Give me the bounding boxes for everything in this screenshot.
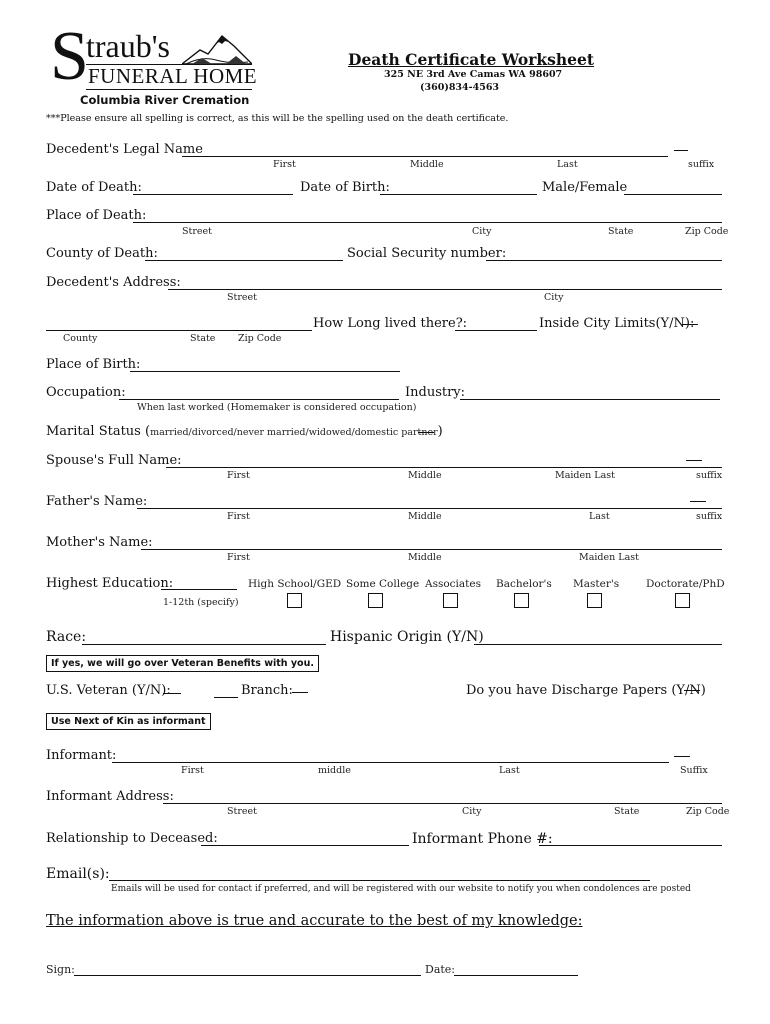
mother-name-field[interactable] xyxy=(141,549,722,550)
veteran-label: U.S. Veteran (Y/N): xyxy=(46,683,171,698)
relationship-field[interactable] xyxy=(201,845,409,846)
sex-label: Male/Female xyxy=(542,180,628,195)
place-of-death-field[interactable] xyxy=(133,222,722,223)
education-option-masters: Master's xyxy=(573,578,620,590)
informant-phone-label: Informant Phone #: xyxy=(412,831,553,847)
race-label: Race: xyxy=(46,629,87,645)
relationship-label: Relationship to Deceased: xyxy=(46,831,218,846)
legal-name-middle-caption: Middle xyxy=(410,159,444,170)
mother-first-caption: First xyxy=(227,552,250,563)
legal-name-suffix-field[interactable] xyxy=(674,150,688,151)
inside-city-field[interactable] xyxy=(682,324,698,325)
email-note: Emails will be used for contact if preferred, and will be registered with our website to notify you when condolences are posted xyxy=(111,884,691,894)
informant-first-caption: First xyxy=(181,765,204,776)
race-field[interactable] xyxy=(82,644,326,645)
informant-address-label: Informant Address: xyxy=(46,789,174,804)
education-option-associates: Associates xyxy=(425,578,482,590)
father-name-field[interactable] xyxy=(137,508,722,509)
informant-middle-caption: middle xyxy=(318,765,351,776)
sex-field[interactable] xyxy=(624,194,722,195)
informant-field[interactable] xyxy=(112,762,669,763)
logo-funeral-home: FUNERAL HOME xyxy=(88,64,258,88)
place-of-birth-field[interactable] xyxy=(130,371,400,372)
spouse-first-caption: First xyxy=(227,470,250,481)
header-address: 325 NE 3rd Ave Camas WA 98607 xyxy=(384,69,563,80)
logo-rule-bottom xyxy=(86,89,252,90)
spouse-name-label: Spouse's Full Name: xyxy=(46,453,182,468)
industry-field[interactable] xyxy=(460,399,720,400)
decedent-county-caption: County xyxy=(63,333,98,344)
spelling-note: ***Please ensure all spelling is correct, as this will be the spelling used on the death certificate. xyxy=(46,113,509,124)
informant-address-city-caption: City xyxy=(462,806,482,817)
checkbox-high-school[interactable] xyxy=(287,593,302,608)
mountain-icon xyxy=(182,30,252,66)
decedent-state-caption: State xyxy=(190,333,216,344)
education-option-some-college: Some College xyxy=(346,578,420,590)
checkbox-bachelors[interactable] xyxy=(514,593,529,608)
branch-prefix-field[interactable] xyxy=(214,697,238,698)
place-of-death-city-caption: City xyxy=(472,226,492,237)
education-grade-note: 1-12th (specify) xyxy=(163,597,239,608)
informant-address-zip-caption: Zip Code xyxy=(686,806,730,817)
discharge-field[interactable] xyxy=(684,690,700,691)
marital-status-field[interactable] xyxy=(418,432,434,433)
inside-city-label: Inside City Limits(Y/N): xyxy=(539,316,695,331)
branch-field[interactable] xyxy=(292,692,308,693)
father-suffix-field[interactable] xyxy=(690,501,706,502)
date-field[interactable] xyxy=(454,975,578,976)
place-of-death-zip-caption: Zip Code xyxy=(685,226,729,237)
industry-label: Industry: xyxy=(405,385,466,400)
ssn-field[interactable] xyxy=(486,260,722,261)
certification-statement: The information above is true and accurate to the best of my knowledge: xyxy=(46,913,583,929)
occupation-label: Occupation: xyxy=(46,385,126,400)
education-grade-field[interactable] xyxy=(161,589,237,590)
logo-letter-s: S xyxy=(50,18,89,95)
veteran-field[interactable] xyxy=(163,693,181,694)
decedent-county-state-zip-field[interactable] xyxy=(46,330,312,331)
ssn-label: Social Security number: xyxy=(347,246,507,261)
decedent-address-field[interactable] xyxy=(168,289,722,290)
emails-field[interactable] xyxy=(109,880,650,881)
informant-suffix-field[interactable] xyxy=(674,756,690,757)
informant-address-state-caption: State xyxy=(614,806,640,817)
father-name-label: Father's Name: xyxy=(46,494,148,509)
decedent-zip-caption: Zip Code xyxy=(238,333,282,344)
decedent-address-street-caption: Street xyxy=(227,292,257,303)
date-label: Date: xyxy=(425,963,456,976)
legal-name-last-caption: Last xyxy=(557,159,578,170)
hispanic-field[interactable] xyxy=(474,644,722,645)
date-of-death-label: Date of Death: xyxy=(46,180,142,195)
hispanic-label: Hispanic Origin (Y/N) xyxy=(330,629,484,645)
sign-label: Sign: xyxy=(46,963,75,976)
date-of-death-field[interactable] xyxy=(133,194,293,195)
place-of-birth-label: Place of Birth: xyxy=(46,357,141,372)
mother-middle-caption: Middle xyxy=(408,552,442,563)
date-of-birth-field[interactable] xyxy=(380,194,537,195)
father-middle-caption: Middle xyxy=(408,511,442,522)
discharge-label: Do you have Discharge Papers (Y/N) xyxy=(466,683,706,698)
education-option-bachelors: Bachelor's xyxy=(496,578,552,590)
page-title: Death Certificate Worksheet xyxy=(348,50,595,69)
checkbox-some-college[interactable] xyxy=(368,593,383,608)
spouse-suffix-caption: suffix xyxy=(696,470,723,481)
county-of-death-label: County of Death: xyxy=(46,246,158,261)
informant-address-street-caption: Street xyxy=(227,806,257,817)
header-phone: (360)834-4563 xyxy=(420,82,500,93)
mother-last-caption: Maiden Last xyxy=(579,552,639,563)
decedent-address-city-caption: City xyxy=(544,292,564,303)
informant-last-caption: Last xyxy=(499,765,520,776)
checkbox-doctorate[interactable] xyxy=(675,593,690,608)
spouse-suffix-field[interactable] xyxy=(686,460,702,461)
informant-label: Informant: xyxy=(46,748,117,763)
education-label: Highest Education: xyxy=(46,576,174,591)
county-of-death-field[interactable] xyxy=(145,260,343,261)
marital-status-options: married/divorced/never married/widowed/domestic partner xyxy=(150,427,438,438)
legal-name-field[interactable] xyxy=(182,156,668,157)
informant-suffix-caption: Suffix xyxy=(680,765,708,776)
informant-phone-field[interactable] xyxy=(539,845,722,846)
occupation-field[interactable] xyxy=(119,399,399,400)
mother-name-label: Mother's Name: xyxy=(46,535,153,550)
marital-status-text: Marital Status ( xyxy=(46,424,151,439)
sign-field[interactable] xyxy=(74,975,421,976)
occupation-note: When last worked (Homemaker is considered occupation) xyxy=(137,402,417,413)
father-first-caption: First xyxy=(227,511,250,522)
emails-label: Email(s): xyxy=(46,866,110,882)
decedent-address-label: Decedent's Address: xyxy=(46,275,181,290)
spouse-last-caption: Maiden Last xyxy=(555,470,615,481)
veteran-note-tag: If yes, we will go over Veteran Benefits with you. xyxy=(46,655,319,672)
education-option-doctorate: Doctorate/PhD xyxy=(646,578,725,590)
checkbox-masters[interactable] xyxy=(587,593,602,608)
education-option-high-school: High School/GED xyxy=(248,578,342,590)
branch-label: Branch: xyxy=(241,683,293,698)
place-of-death-street-caption: Street xyxy=(182,226,212,237)
spouse-name-field[interactable] xyxy=(166,467,722,468)
legal-name-first-caption: First xyxy=(273,159,296,170)
marital-status-label xyxy=(46,424,443,439)
place-of-death-label: Place of Death: xyxy=(46,208,147,223)
date-of-birth-label: Date of Birth: xyxy=(300,180,390,195)
next-of-kin-tag[interactable]: Use Next of Kin as informant xyxy=(46,713,211,730)
checkbox-associates[interactable] xyxy=(443,593,458,608)
father-suffix-caption: suffix xyxy=(696,511,723,522)
spouse-middle-caption: Middle xyxy=(408,470,442,481)
legal-name-suffix-caption: suffix xyxy=(688,159,715,170)
legal-name-label: Decedent's Legal Name xyxy=(46,142,203,157)
informant-address-field[interactable] xyxy=(163,803,722,804)
place-of-death-state-caption: State xyxy=(608,226,634,237)
marital-status-close: ) xyxy=(437,424,443,439)
logo-traubs: traub's xyxy=(86,28,170,64)
father-last-caption: Last xyxy=(589,511,610,522)
how-long-label: How Long lived there?: xyxy=(313,316,468,331)
how-long-field[interactable] xyxy=(455,330,537,331)
logo-tagline: Columbia River Cremation xyxy=(80,93,250,107)
